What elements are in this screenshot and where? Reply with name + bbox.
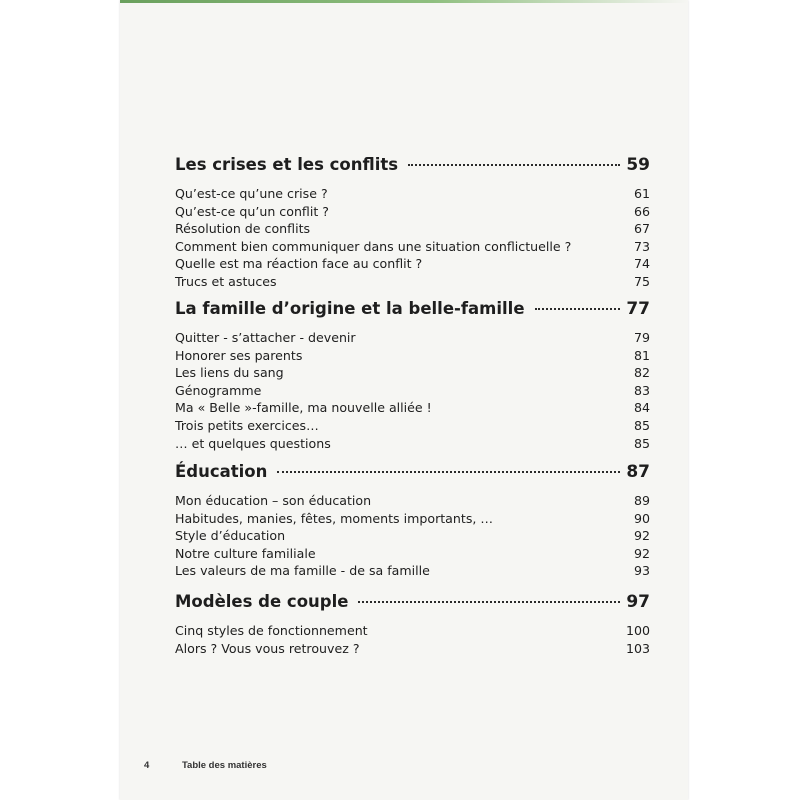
entry-page: 103 <box>625 640 650 656</box>
entry-page: 92 <box>633 528 650 544</box>
toc-section-modeles <box>175 592 650 657</box>
entry-label: Trucs et astuces <box>175 273 277 289</box>
dot-leader <box>358 601 620 603</box>
section-title: Éducation <box>175 462 268 481</box>
toc-section-education <box>175 462 650 580</box>
toc-entry <box>175 622 650 640</box>
toc-entry <box>175 185 650 203</box>
page-top-band <box>120 0 688 3</box>
footer-page-number: 4 <box>144 760 150 771</box>
toc-entry <box>175 238 650 256</box>
entry-label: … et quelques questions <box>175 435 331 451</box>
entry-page: 90 <box>633 510 650 526</box>
entry-label: Les valeurs de ma famille - de sa famille <box>175 563 430 579</box>
entry-page: 84 <box>633 400 650 416</box>
entry-label: Cinq styles de fonctionnement <box>175 623 368 638</box>
entry-page: 93 <box>633 563 650 579</box>
entry-label: Qu’est-ce qu’une crise ? <box>175 186 328 201</box>
toc-entry <box>175 545 650 563</box>
entry-page: 100 <box>625 623 650 638</box>
toc-entry <box>175 203 650 221</box>
section-title: Les crises et les conflits <box>175 155 399 174</box>
page-footer <box>144 760 267 771</box>
dot-leader <box>535 308 621 310</box>
toc-section-famille <box>175 299 650 452</box>
toc-entry <box>175 417 650 435</box>
dot-leader <box>408 164 620 166</box>
entry-page: 85 <box>633 417 650 433</box>
entry-page: 66 <box>633 203 650 219</box>
entry-label: Quitter - s’attacher - devenir <box>175 330 356 345</box>
section-title: La famille d’origine et la belle-famille <box>175 299 525 318</box>
entry-label: Alors ? Vous vous retrouvez ? <box>175 640 360 656</box>
section-heading <box>175 462 650 488</box>
toc-entry <box>175 435 650 453</box>
footer-running-title: Table des matières <box>181 760 267 771</box>
entry-page: 89 <box>633 493 650 508</box>
toc-entry <box>175 527 650 545</box>
section-page-number: 77 <box>626 299 650 319</box>
entry-page: 92 <box>633 545 650 561</box>
entry-label: Qu’est-ce qu’un conflit ? <box>175 203 329 219</box>
section-heading <box>175 592 650 618</box>
toc-entry <box>175 329 650 347</box>
entry-page: 82 <box>633 365 650 381</box>
entry-label: Génogramme <box>175 382 262 398</box>
toc-entry <box>175 220 650 238</box>
entry-page: 81 <box>633 347 650 363</box>
toc-entry <box>175 562 650 580</box>
section-heading <box>175 299 650 325</box>
section-page-number: 97 <box>626 592 650 612</box>
entry-label: Habitudes, manies, fêtes, moments importants, … <box>175 510 493 526</box>
entry-page: 67 <box>633 221 650 237</box>
section-heading <box>175 155 650 181</box>
entry-label: Style d’éducation <box>175 528 286 544</box>
entry-page: 74 <box>633 256 650 272</box>
toc-entry <box>175 382 650 400</box>
entry-label: Comment bien communiquer dans une situation conflictuelle ? <box>175 238 572 254</box>
toc-entry <box>175 273 650 291</box>
entry-page: 85 <box>633 435 650 451</box>
entry-label: Ma « Belle »-famille, ma nouvelle alliée ! <box>175 400 432 416</box>
section-page-number: 87 <box>626 462 650 482</box>
toc-entry <box>175 492 650 510</box>
dot-leader <box>277 471 620 473</box>
toc-entry <box>175 255 650 273</box>
entry-label: Mon éducation – son éducation <box>175 493 372 508</box>
entry-label: Les liens du sang <box>175 365 284 381</box>
toc-entry <box>175 364 650 382</box>
entry-label: Résolution de conflits <box>175 221 311 237</box>
toc-entry <box>175 399 650 417</box>
entry-page: 75 <box>633 273 650 289</box>
section-title: Modèles de couple <box>175 592 349 611</box>
entry-page: 73 <box>633 238 650 254</box>
entry-label: Notre culture familiale <box>175 545 316 561</box>
toc-entry <box>175 640 650 658</box>
toc-entry <box>175 510 650 528</box>
toc-section-crises <box>175 155 650 291</box>
entry-label: Honorer ses parents <box>175 347 303 363</box>
toc-entry <box>175 347 650 365</box>
entry-page: 61 <box>633 186 650 201</box>
entry-label: Trois petits exercices… <box>175 417 319 433</box>
entry-label: Quelle est ma réaction face au conflit ? <box>175 256 423 272</box>
section-page-number: 59 <box>626 155 650 175</box>
entry-page: 83 <box>633 382 650 398</box>
entry-page: 79 <box>633 330 650 345</box>
